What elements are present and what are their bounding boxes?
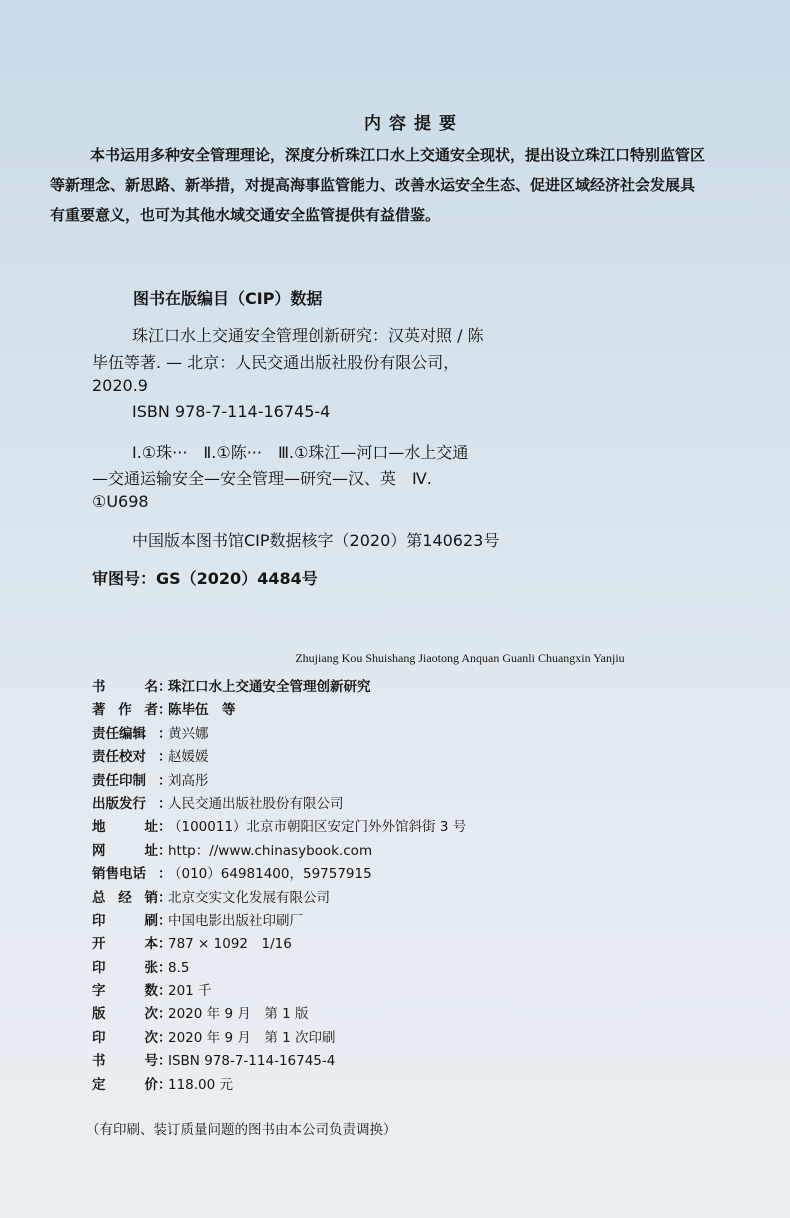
info-label-char: 责任编辑: [92, 725, 146, 742]
info-value: 珠江口水上交通安全管理创新研究: [168, 679, 371, 695]
info-label-char: 印: [92, 912, 106, 929]
info-label: [92, 887, 158, 910]
info-label-char: 著: [92, 702, 106, 719]
info-label-char: 作: [118, 702, 132, 719]
info-row: [92, 746, 772, 769]
info-label: [92, 723, 158, 746]
info-row: [92, 910, 772, 933]
info-label: [92, 793, 158, 816]
info-colon: ：: [158, 819, 172, 836]
info-label-char: 数: [144, 983, 158, 1000]
info-label-char: 张: [144, 959, 158, 976]
info-label-char: 定: [92, 1076, 106, 1093]
info-row: [92, 676, 772, 699]
info-value: 刘高彤: [168, 772, 209, 789]
info-row: [92, 980, 772, 1003]
info-label-char: 次: [144, 1029, 158, 1046]
info-colon: ：: [158, 679, 172, 695]
info-label-char: 址: [144, 819, 158, 836]
info-colon: ：: [158, 912, 172, 929]
info-label: [92, 1074, 158, 1097]
cip-line: Ⅰ.①珠··· Ⅱ.①陈··· Ⅲ.①珠江—河口—水上交通: [132, 443, 469, 462]
info-colon: ：: [158, 725, 172, 742]
info-colon: ：: [158, 1076, 172, 1093]
info-value: 陈毕伍 等: [168, 702, 236, 719]
info-colon: ：: [158, 936, 172, 953]
cip-line: —交通运输安全—安全管理—研究—汉、英 Ⅳ.: [92, 469, 432, 488]
info-value: http：//www.chinasybook.com: [168, 842, 373, 859]
info-value: 黄兴娜: [168, 725, 209, 742]
pinyin-title: Zhujiang Kou Shuishang Jiaotong Anquan Guanli Chuangxin Yanjiu: [295, 651, 625, 665]
info-colon: ：: [158, 889, 172, 906]
cip-line: 毕伍等著. — 北京：人民交通出版社股份有限公司，: [92, 353, 460, 372]
info-value: （010）64981400，59757915: [168, 866, 372, 883]
info-label-char: 销售电话: [92, 866, 146, 883]
info-label-char: 本: [144, 936, 158, 953]
info-label-char: 字: [92, 983, 106, 1000]
info-label: [92, 1050, 158, 1073]
info-label: [92, 770, 158, 793]
info-label-char: 地: [92, 819, 106, 836]
info-row: [92, 1003, 772, 1026]
info-label-char: 印: [92, 959, 106, 976]
info-label: [92, 746, 158, 769]
info-label-char: 总: [92, 889, 106, 906]
info-label-char: 号: [144, 1053, 158, 1070]
cip-line: ①U698: [92, 492, 149, 511]
info-colon: ：: [158, 795, 172, 812]
cip-isbn: ISBN 978-7-114-16745-4: [132, 402, 331, 421]
info-row: [92, 1074, 772, 1097]
cip-number: 中国版本图书馆CIP数据核字（2020）第140623号: [132, 531, 500, 550]
info-colon: ：: [158, 772, 172, 789]
info-label: [92, 1003, 158, 1026]
info-label: [92, 933, 158, 956]
info-row: [92, 1027, 772, 1050]
info-label: [92, 840, 158, 863]
summary-line: 本书运用多种安全管理理论，深度分析珠江口水上交通安全现状，提出设立珠江口特别监管区: [90, 146, 706, 164]
info-value: 118.00 元: [168, 1076, 234, 1093]
summary-title: 内容提要: [364, 114, 464, 134]
info-row: [92, 699, 772, 722]
info-colon: ：: [158, 959, 172, 976]
info-row: [92, 770, 772, 793]
info-label-char: 名: [144, 679, 158, 695]
info-value: ISBN 978-7-114-16745-4: [168, 1053, 336, 1070]
info-value: 2020 年 9 月 第 1 版: [168, 1006, 309, 1023]
info-colon: ：: [158, 1053, 172, 1070]
info-colon: ：: [158, 866, 172, 883]
info-value: 2020 年 9 月 第 1 次印刷: [168, 1029, 336, 1046]
info-value: 中国电影出版社印刷厂: [168, 912, 303, 929]
cip-title: 图书在版编目（CIP）数据: [133, 289, 323, 308]
summary-line: 等新理念、新思路、新举措，对提高海事监管能力、改善水运安全生态、促进区域经济社会发展具: [50, 176, 696, 194]
info-label: [92, 980, 158, 1003]
info-label: [92, 910, 158, 933]
info-value: 人民交通出版社股份有限公司: [168, 795, 344, 812]
info-row: [92, 957, 772, 980]
info-row: [92, 863, 772, 886]
info-label-char: 责任印制: [92, 772, 146, 789]
info-value: 787 × 1092 1/16: [168, 936, 292, 953]
info-row: [92, 793, 772, 816]
info-label-char: 经: [118, 889, 132, 906]
cip-line: 2020.9: [92, 376, 148, 395]
info-value: （100011）北京市朝阳区安定门外外馆斜街 3 号: [168, 819, 467, 836]
info-value: 201 千: [168, 983, 212, 1000]
summary-text: [50, 140, 780, 230]
info-label-char: 销: [144, 889, 158, 906]
quality-notice: （有印刷、装订质量问题的图书由本公司负责调换）: [86, 1122, 397, 1138]
info-label-char: 址: [144, 842, 158, 859]
info-label: [92, 1027, 158, 1050]
publication-info: [92, 676, 772, 1097]
info-colon: ：: [158, 1006, 172, 1023]
info-colon: ：: [158, 749, 172, 766]
info-label: [92, 676, 158, 699]
info-row: [92, 933, 772, 956]
info-label-char: 书: [92, 1053, 106, 1070]
cip-line: 珠江口水上交通安全管理创新研究：汉英对照 / 陈: [132, 326, 484, 345]
info-value: 8.5: [168, 959, 190, 976]
info-value: 赵媛媛: [168, 749, 209, 766]
info-label-char: 开: [92, 936, 106, 953]
info-colon: ：: [158, 842, 172, 859]
info-label: [92, 863, 158, 886]
info-label-char: 责任校对: [92, 749, 146, 766]
info-colon: ：: [158, 1029, 172, 1046]
info-row: [92, 887, 772, 910]
info-label: [92, 957, 158, 980]
info-label-char: 版: [92, 1006, 106, 1023]
info-label-char: 出版发行: [92, 795, 146, 812]
info-row: [92, 816, 772, 839]
info-row: [92, 840, 772, 863]
info-label-char: 者: [144, 702, 158, 719]
info-colon: ：: [158, 702, 172, 719]
info-colon: ：: [158, 983, 172, 1000]
info-label-char: 网: [92, 842, 106, 859]
map-review-number: 审图号：GS（2020）4484号: [92, 569, 318, 588]
info-row: [92, 723, 772, 746]
info-row: [92, 1050, 772, 1073]
info-label-char: 价: [144, 1076, 158, 1093]
info-value: 北京交实文化发展有限公司: [168, 889, 330, 906]
info-label-char: 次: [144, 1006, 158, 1023]
info-label: [92, 816, 158, 839]
info-label: [92, 699, 158, 722]
summary-line: 有重要意义，也可为其他水域交通安全监管提供有益借鉴。: [50, 206, 441, 224]
info-label-char: 书: [92, 679, 106, 695]
info-label-char: 印: [92, 1029, 106, 1046]
info-label-char: 刷: [144, 912, 158, 929]
